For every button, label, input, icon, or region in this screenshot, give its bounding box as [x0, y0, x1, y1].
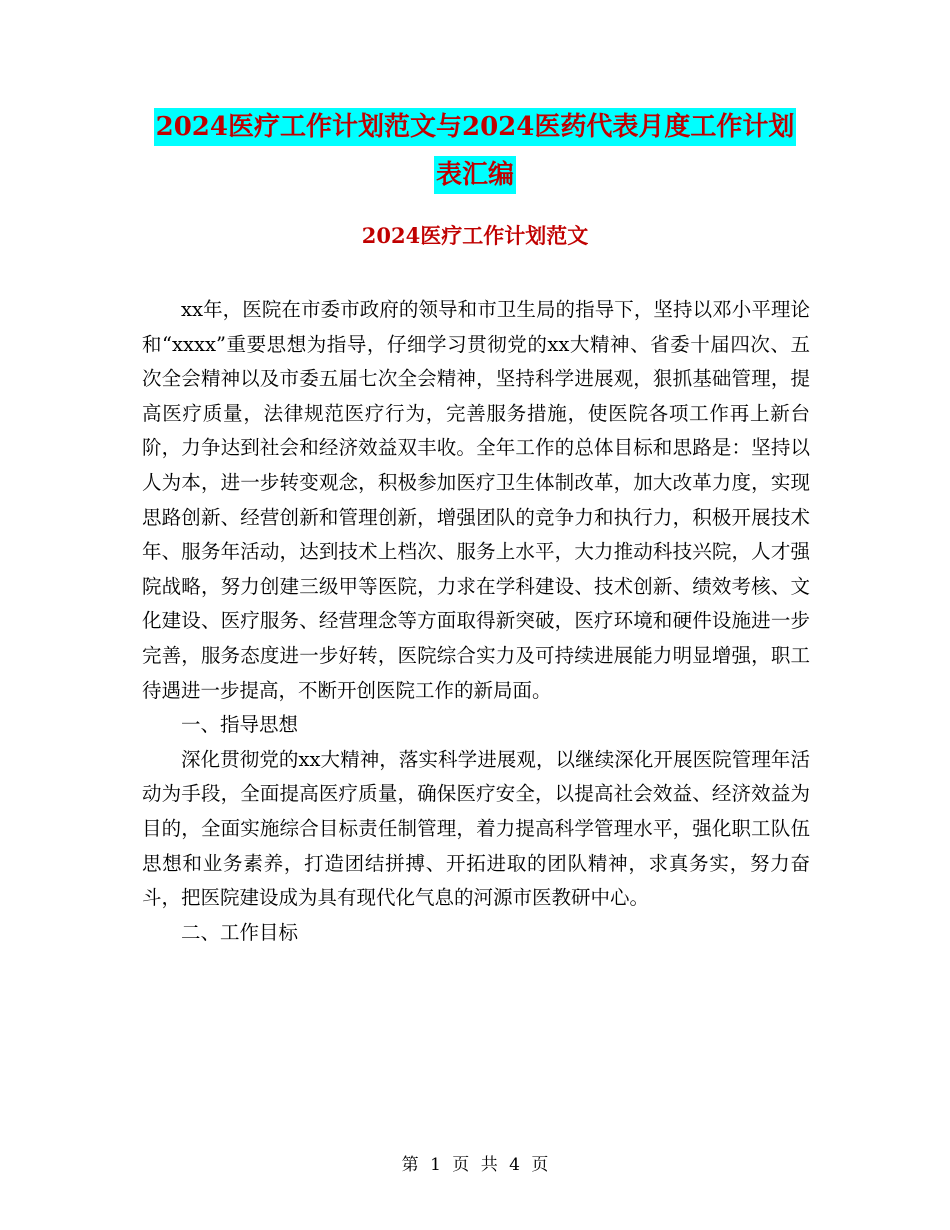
paragraph-intro: xx年，医院在市委市政府的领导和市卫生局的指导下，坚持以邓小平理论和“xxxx”重要思想为指导，仔细学习贯彻党的xx大精神、省委十届四次、五次全会精神以及市委五届七次全会精神，坚持科学进展观，狠抓基础管理，提高医疗质量，法律规范医疗行为，完善服务措施，使医院各项工作再上新台阶，力争达到社会和经济效益双丰收。全年工作的总体目标和思路是：坚持以人为本，进一步转变观念，积极参加医疗卫生体制改革，加大改革力度，实现思路创新、经营创新和管理创新，增强团队的竞争力和执行力，积极开展技术年、服务年活动，达到技术上档次、服务上水平，大力推动科技兴院，人才强院战略，努力创建三级甲等医院，力求在学科建设、技术创新、绩效考核、文化建设、医疗服务、经营理念等方面取得新突破，医疗环境和硬件设施进一步完善，服务态度进一步好转，医院综合实力及可持续进展能力明显增强，职工待遇进一步提高，不断开创医院工作的新局面。	[142, 298, 810, 702]
page-footer: 第 1 页 共 4 页	[401, 1155, 549, 1175]
heading-guiding-ideology: 一、指导思想	[181, 713, 299, 737]
section-title: 2024医疗工作计划范文	[361, 223, 589, 248]
heading-work-goals: 二、工作目标	[181, 920, 299, 944]
paragraph-guiding-ideology: 深化贯彻党的xx大精神，落实科学进展观，以继续深化开展医院管理年活动为手段，全面提高医疗质量，确保医疗安全，以提高社会效益、经济效益为目的，全面实施综合目标责任制管理，着力提高科学管理水平，强化职工队伍思想和业务素养，打造团结拼搏、开拓进取的团队精神，求真务实，努力奋斗，把医院建设成为具有现代化气息的河源市医教研中心。	[142, 747, 810, 910]
body-text	[142, 293, 810, 950]
title-line-1: 2024医疗工作计划范文与2024医药代表月度工作计划	[154, 108, 797, 146]
title-line-2: 表汇编	[434, 156, 516, 194]
document-title	[0, 108, 950, 194]
